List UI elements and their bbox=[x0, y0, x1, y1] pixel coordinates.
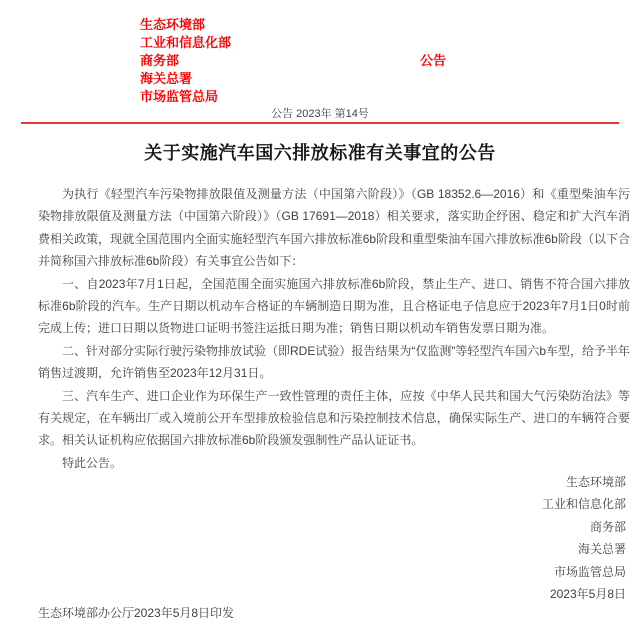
signature-agency: 市场监管总局 bbox=[553, 564, 626, 579]
body-paragraph: 一、自2023年7月1日起，全国范围全面实施国六排放标准6b阶段，禁止生产、进口、销售不符合国六排放标准6b阶段的汽车。生产日期以机动车合格证的车辆制造日期为准，且合格证电子信息应于2023年7月1日0时前完成上传；进口日期以货物进口证明书签注运抵日期为准；销售日期以机动车销售发票日期为准。 bbox=[38, 276, 630, 336]
signature-agency: 工业和信息化部 bbox=[541, 497, 626, 512]
page-title: 关于实施汽车国六排放标准有关事宜的公告 bbox=[144, 143, 496, 163]
agency-name: 商务部 bbox=[140, 53, 180, 68]
agency-name: 生态环境部 bbox=[140, 17, 206, 32]
agency-name: 工业和信息化部 bbox=[140, 35, 232, 50]
body-paragraph: 二、针对部分实际行驶污染物排放试验（即RDE试验）报告结果为“仅监测”等轻型汽车国六b车型，给予半年销售过渡期，允许销售至2023年12月31日。 bbox=[38, 343, 631, 381]
doc-number: 公告 2023年 第14号 bbox=[271, 108, 369, 120]
body-paragraph: 三、汽车生产、进口企业作为环保生产一致性管理的责任主体，应按《中华人民共和国大气污染防治法》等有关规定，在车辆出厂或入境前公开车型排放检验信息和污染控制技术信息，确保实际生产、进口的车辆符合要求。相关认证机构应依据国六排放标准6b阶段颁发强制性产品认证证书。 bbox=[38, 388, 630, 448]
body-paragraph: 特此公告。 bbox=[62, 455, 123, 470]
signature-agency: 生态环境部 bbox=[565, 475, 626, 489]
announcement-body bbox=[38, 183, 630, 474]
signature-agency: 海关总署 bbox=[577, 542, 626, 557]
signature-date: 2023年5月8日 bbox=[549, 587, 626, 602]
body-paragraph: 为执行《轻型汽车污染物排放限值及测量方法（中国第六阶段）》（GB 18352.6—2016）和《重型柴油车污染物排放限值及测量方法（中国第六阶段）》（GB 17691—2018）相关要求，落实助企纾困、稳定和扩大汽车消费相关政策，现就全国范围内全面实施轻型汽车国六排放标准6b阶段和重型柴油车国六排放标准6b阶段（以下合并简称国六排放标准6b阶段）有关事宜公告如下： bbox=[38, 187, 630, 269]
signature-agency: 商务部 bbox=[589, 519, 626, 534]
red-divider bbox=[21, 122, 619, 124]
imprint-line: 生态环境部办公厅2023年5月8日印发 bbox=[38, 606, 235, 620]
issuing-agencies-header bbox=[140, 16, 231, 106]
signature-block bbox=[542, 471, 626, 605]
agency-name: 海关总署 bbox=[140, 71, 193, 86]
announcement-type-label: 公告 bbox=[420, 53, 447, 68]
agency-name: 市场监管总局 bbox=[140, 89, 219, 104]
